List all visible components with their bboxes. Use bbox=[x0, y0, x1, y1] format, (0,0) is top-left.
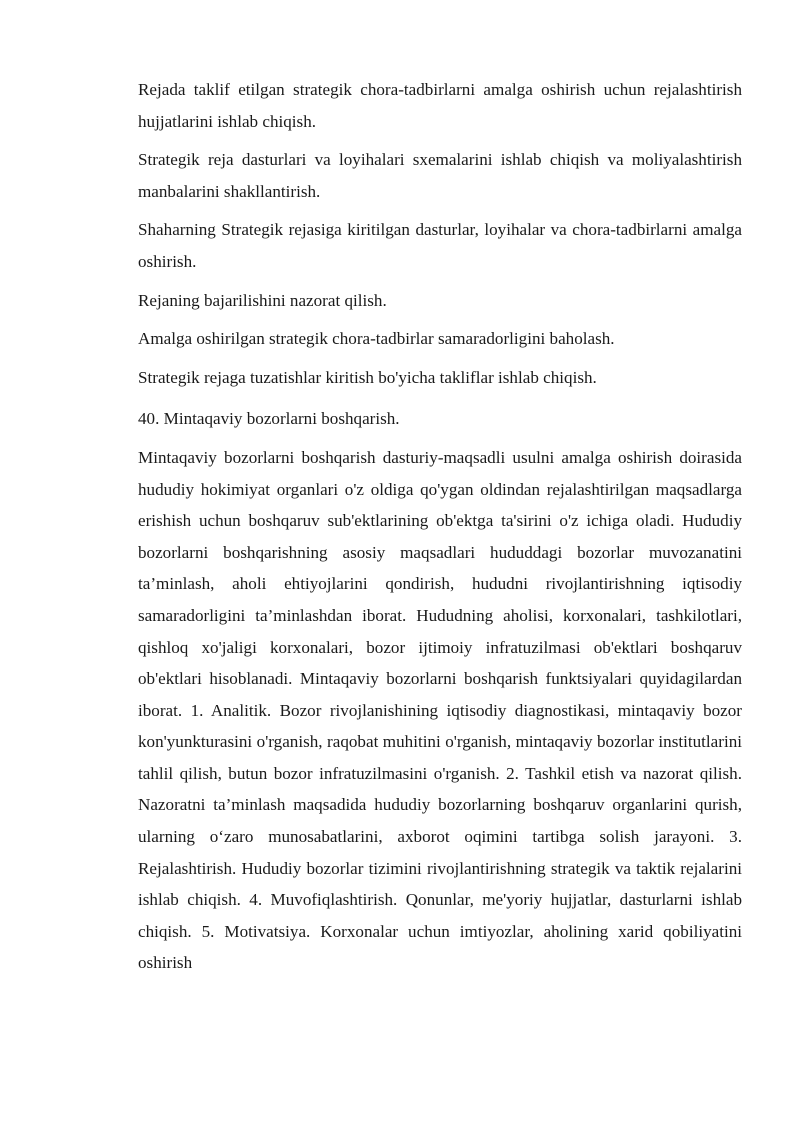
paragraph-evaluation: Amalga oshirilgan strategik chora-tadbirlar samaradorligini baholash. bbox=[138, 329, 615, 349]
section-body-paragraph: Mintaqaviy bozorlarni boshqarish dasturiy-maqsadli usulni amalga oshirish doirasida hududiy hokimiyat organlari o'z oldiga qo'ygan oldindan rejalashtirilgan maqsadlarga erishish uchun boshqaruv sub'ektlarining ob'ektga ta'sirini o'z ichiga oladi. Hududiy bozorlarni boshqarishning asosiy maqsadlari hududdagi bozorlar muvozanatini ta’minlash, aholi ehtiyojlarini qondirish, hududni rivojlantirishning iqtisodiy samaradorligini ta’minlashdan iborat. Hududning aholisi, korxonalari, tashkilotlari, qishloq xo'jaligi korxonalari, bozor ijtimoiy infratuzilmasi ob'ektlari boshqaruv ob'ektlari hisoblanadi. Mintaqaviy bozorlarni boshqarish funktsiyalari quyidagilardan iborat. 1. Analitik. Bozor rivojlanishining iqtisodiy diagnostikasi, mintaqaviy bozor kon'yunkturasini o'rganish, raqobat muhitini o'rganish, mintaqaviy bozorlar institutlarini tahlil qilish, butun bozor infratuzilmasini o'rganish. 2. Tashkil etish va nazorat qilish. Nazoratni ta’minlash maqsadida hududiy bozorlarning boshqaruv organlarini qurish, ularning o‘zaro munosabatlarini, axborot oqimini tartibga solish jarayoni. 3. Rejalashtirish. Hududiy bozorlar tizimini rivojlantirishning strategik va taktik rejalarini ishlab chiqish. 4. Muvofiqlashtirish. Qonunlar, me'yoriy hujjatlar, dasturlarni ishlab chiqish. 5. Motivatsiya. Korxonalar uchun imtiyozlar, aholining xarid qobiliyatini oshirish bbox=[138, 447, 742, 973]
section-heading: 40. Mintaqaviy bozorlarni boshqarish. bbox=[138, 409, 400, 429]
paragraph-monitoring: Rejaning bajarilishini nazorat qilish. bbox=[138, 290, 387, 310]
paragraph-planning-documents: Rejada taklif etilgan strategik chora-tadbirlarni amalga oshirish uchun rejalashtirish hujjatlarini ishlab chiqish. bbox=[138, 80, 742, 131]
paragraph-amendments: Strategik rejaga tuzatishlar kiritish bo'yicha takliflar ishlab chiqish. bbox=[138, 367, 597, 387]
paragraph-implementation: Shaharning Strategik rejasiga kiritilgan dasturlar, loyihalar va chora-tadbirlarni amalga oshirish. bbox=[138, 220, 742, 271]
paragraph-program-schemes: Strategik reja dasturlari va loyihalari sxemalarini ishlab chiqish va moliyalashtirish manbalarini shakllantirish. bbox=[138, 150, 742, 201]
document-page bbox=[138, 74, 742, 986]
